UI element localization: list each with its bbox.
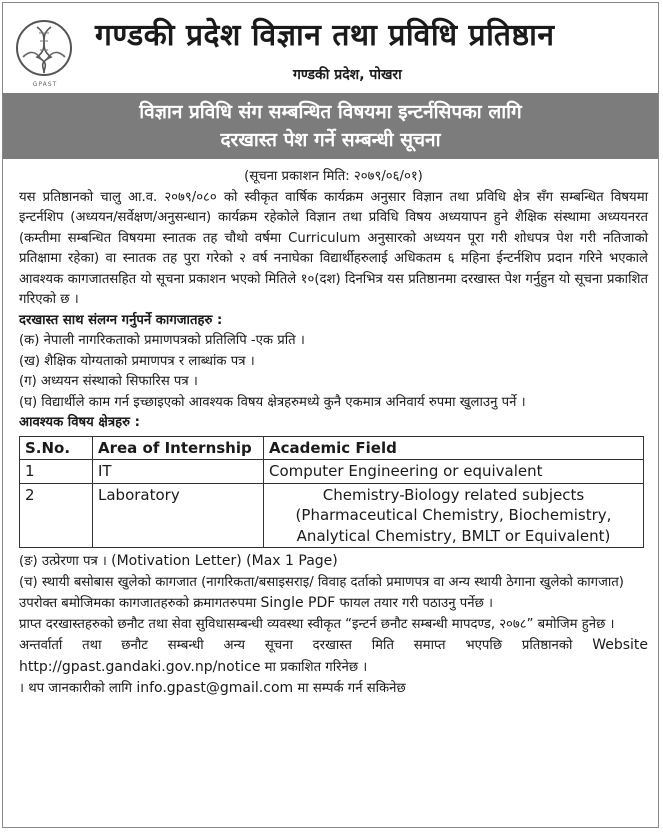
website-link[interactable]: http://gpast.gandaki.gov.np/notice bbox=[19, 658, 261, 675]
header-area: Area of Internship bbox=[93, 436, 264, 460]
notice-body bbox=[19, 167, 648, 700]
internship-table bbox=[19, 436, 644, 549]
contact-email-link[interactable]: info.gpast@gmail.com bbox=[136, 680, 294, 696]
contact-text-a: । थप जानकारीको लागि bbox=[19, 681, 133, 696]
logo-caption: GPAST bbox=[32, 81, 58, 88]
document-item: (घ) विद्यार्थीले काम गर्न इच्छाइएको आवश्यक विषय क्षेत्रहरुमध्ये कुनै एकमात्र अनिवार्य रुपमा खुलाउनु पर्ने । bbox=[19, 394, 526, 410]
contact-text-b: मा सम्पर्क गर्न सकिनेछ bbox=[297, 681, 406, 696]
publish-date: (सूचना प्रकाशन मिति: २०७९/०६/०१) bbox=[244, 169, 423, 184]
documents-heading: दरखास्त साथ संलग्न गर्नुपर्ने कागजातहरु : bbox=[19, 312, 223, 328]
header-field: Academic Field bbox=[264, 436, 644, 460]
cell-field: Computer Engineering or equivalent bbox=[264, 460, 644, 484]
website-word: Website bbox=[592, 637, 648, 653]
org-title: गण्डकी प्रदेश विज्ञान तथा प्रविधि प्रतिष्ठान bbox=[95, 18, 555, 53]
pdf-text-a: उपरोक्त बमोजिमका कागजातहरुको क्रमागतरुपमा bbox=[19, 596, 257, 611]
pdf-text-b: फायल तयार गरी पठाउनु पर्नेछ । bbox=[339, 596, 494, 611]
document-item: (क) नेपाली नागरिकताको प्रमाणपत्रको प्रतिलिपि -एक प्रति । bbox=[19, 333, 305, 348]
cell-area: Laboratory bbox=[93, 483, 264, 548]
nga-text: (ङ) उत्प्रेरणा पत्र । bbox=[19, 554, 107, 569]
notice-frame bbox=[2, 2, 659, 828]
dna-hands-logo-icon bbox=[15, 17, 73, 79]
cell-sno: 1 bbox=[20, 460, 93, 484]
cell-field bbox=[264, 483, 644, 548]
intro-paragraph: यस प्रतिष्ठानको चालु आ.व. २०७९/०८० को स्वीकृत वार्षिक कार्यक्रम अनुसार विज्ञान तथा प्रविधि क्षेत्र सँग सम्बन्धित विषयमा इन्टर्नशिप (अध्ययन/सर्वेक्षण/अनुसन्धान) कार्यक्रम रहेकोले विज्ञान तथा प्रविधि विषय अध्ययापन हुने शैक्षिक संस्थामा अध्ययनरत (कम्तीमा सम्बन्धित विषयमा स्नातक तह चौथो वर्षमा Curriculum अनुसारको अध्ययन पूरा गरी शोधपत्र पेश गरी नतिजाको प्रतिक्षामा रहेका) वा स्नातक तह पुरा गरेको २ वर्ष ननाघेका विद्यार्थीहरुलाई अधिकतम ६ महिना ईन्टर्नशिप प्रदान गरिने भएकाले आवश्यक कागजातसहित यो सूचना प्रकाशन भएको मितिले १०(दश) दिनभित्र यस प्रतिष्ठानमा दरखास्त पेश गर्नुहुन यो सूचना प्रकाशित गरिएको छ । bbox=[19, 189, 648, 307]
cell-sno: 2 bbox=[20, 483, 93, 548]
banner-line-1: विज्ञान प्रविधि संग सम्बन्धित विषयमा इन्टर्नसिपका लागि bbox=[139, 101, 522, 123]
notice-banner bbox=[3, 93, 658, 159]
pdf-instruction bbox=[19, 593, 648, 615]
table-header-row bbox=[20, 436, 644, 460]
table-row bbox=[20, 460, 644, 484]
header-sno: S.No. bbox=[20, 436, 93, 460]
org-location: गण्डकी प्रदेश, पोखरा bbox=[293, 67, 402, 83]
banner-line-2: दरखास्त पेश गर्ने सम्बन्धी सूचना bbox=[220, 129, 441, 151]
fields-heading: आवश्यक विषय क्षेत्रहरु : bbox=[19, 415, 140, 430]
document-item-nga bbox=[19, 551, 648, 573]
field-line: Chemistry-Biology related subjects bbox=[322, 485, 585, 504]
field-line: Analytical Chemistry, BMLT or Equivalent) bbox=[296, 526, 611, 545]
document-item: (ख) शैक्षिक योग्यताको प्रमाणपत्र र लाब्धांक पत्र । bbox=[19, 353, 255, 369]
table-row bbox=[20, 483, 644, 548]
selection-criteria: प्राप्त दरखास्तहरुको छनौट तथा सेवा सुविधासम्बन्धी व्यवस्था स्वीकृत “इन्टर्न छनौट सम्बन्धी मापदण्ड, २०७८” बमोजिम हुनेछ । bbox=[19, 616, 615, 632]
cell-area: IT bbox=[93, 460, 264, 484]
field-line: (Pharmaceutical Chemistry, Biochemistry, bbox=[295, 506, 612, 524]
website-text-a: अन्तर्वार्ता तथा छनौट सम्बन्धी अन्य सूचना दरखास्त मिति समाप्त भएपछि प्रतिष्ठानको bbox=[19, 638, 573, 653]
nga-english: (Motivation Letter) (Max 1 Page) bbox=[111, 553, 338, 569]
document-item-cha: (च) स्थायी बसोबास खुलेको कागजात (नागरिकता/बसाइसराइ/ विवाह दर्ताको प्रमाणपत्र वा अन्य स्थायी ठेगाना खुलेको कागजात) bbox=[19, 574, 624, 590]
website-notice bbox=[19, 635, 648, 678]
website-text-b: मा प्रकाशित गरिनेछ । bbox=[264, 659, 368, 675]
document-item: (ग) अध्ययन संस्थाको सिफारिस पत्र । bbox=[19, 374, 198, 389]
contact-line bbox=[19, 678, 648, 700]
header bbox=[3, 3, 658, 93]
pdf-english: Single PDF bbox=[260, 595, 336, 611]
